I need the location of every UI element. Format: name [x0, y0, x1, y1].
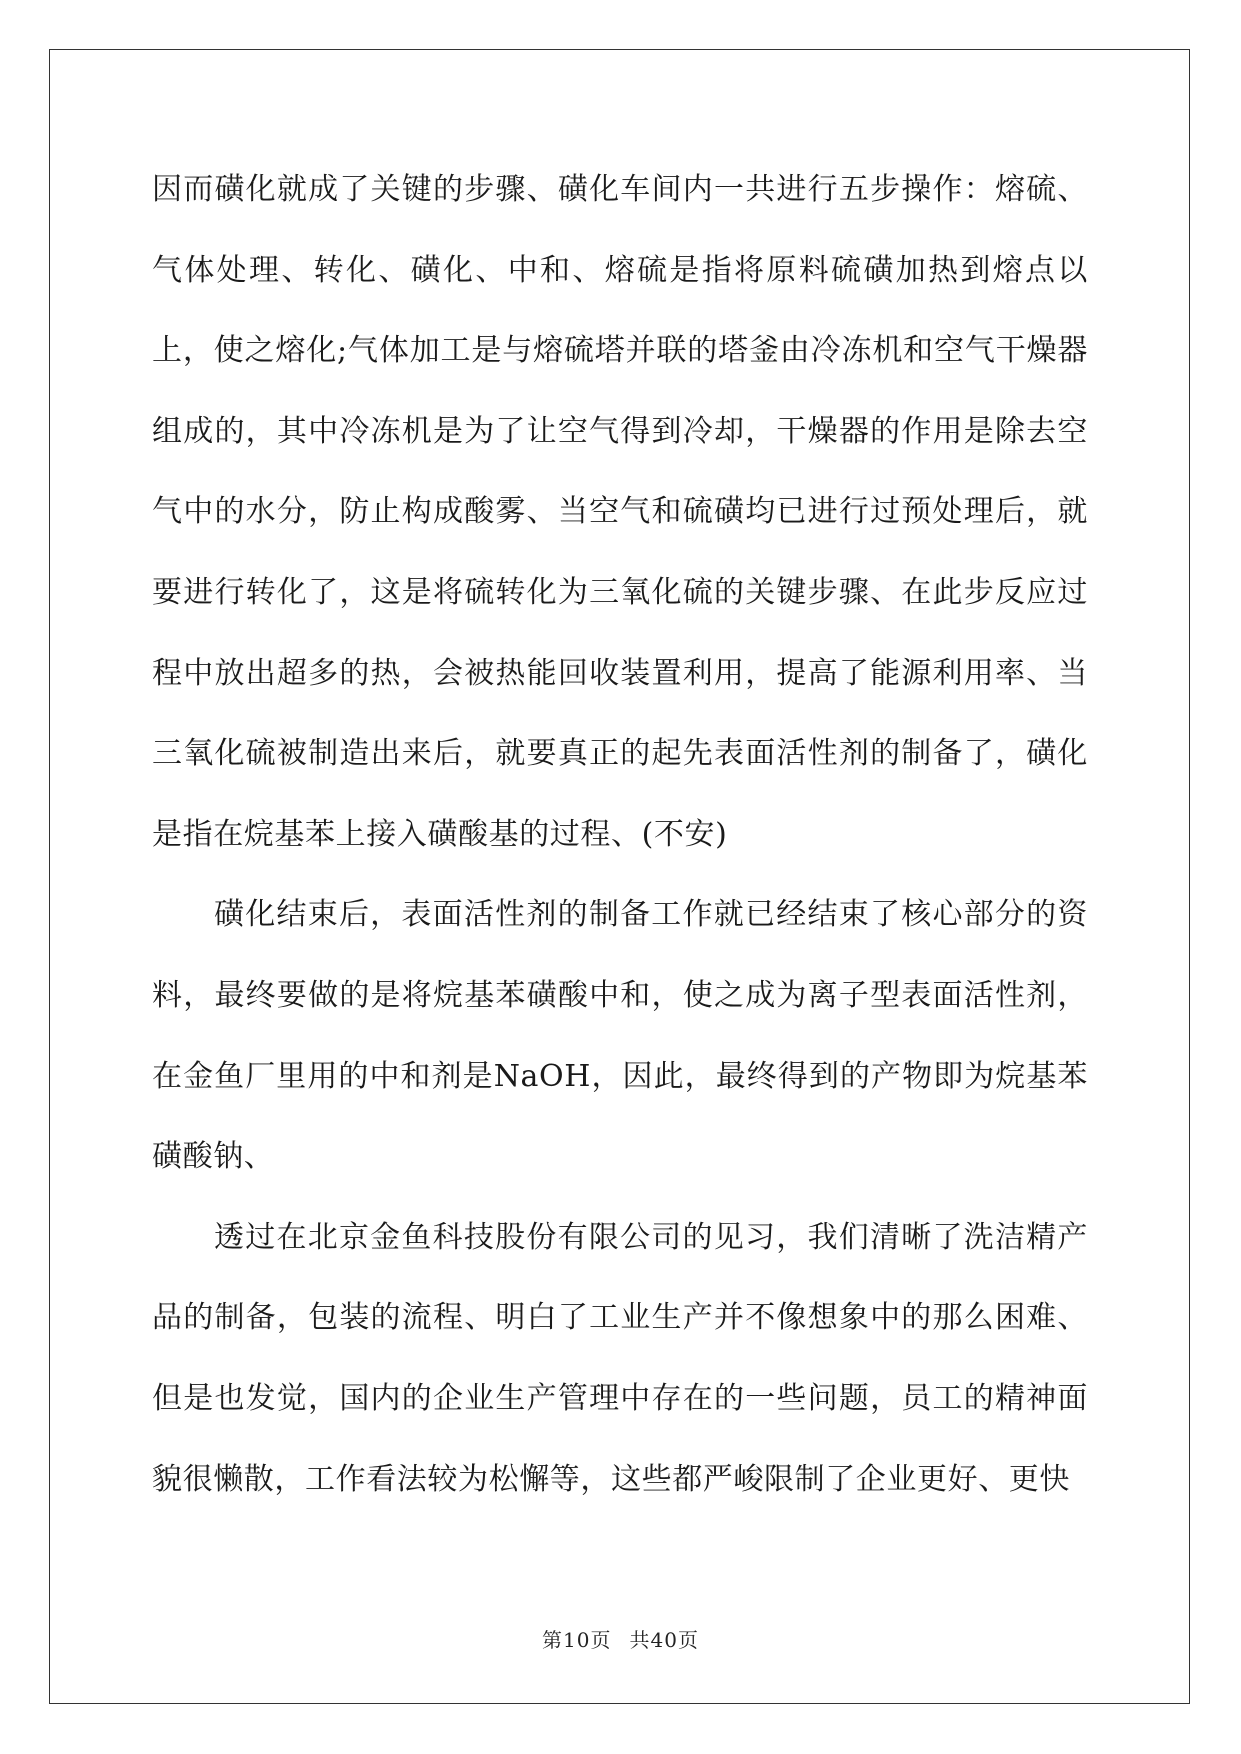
page-number-total: 共40页 [629, 1628, 699, 1652]
page-number-current: 第10页 [542, 1628, 612, 1652]
paragraph-2: 磺化结束后，表面活性剂的制备工作就已经结束了核心部分的资料，最终要做的是将烷基苯磺酸中和，使之成为离子型表面活性剂，在金鱼厂里用的中和剂是NaOH，因此，最终得到的产物即为烷基苯磺酸钠、 [152, 897, 1088, 1175]
paragraph-3: 透过在北京金鱼科技股份有限公司的见习，我们清晰了洗洁精产品的制备，包装的流程、明白了工业生产并不像想象中的那么困难、但是也发觉，国内的企业生产管理中存在的一些问题，员工的精神面貌很懒散，工作看法较为松懈等，这些都严峻限制了企业更好、更快 [152, 1219, 1088, 1497]
page-footer [0, 1624, 1241, 1653]
paragraph-1: 因而磺化就成了关键的步骤、磺化车间内一共进行五步操作：熔硫、气体处理、转化、磺化、中和、熔硫是指将原料硫磺加热到熔点以上，使之熔化;气体加工是与熔硫塔并联的塔釜由冷冻机和空气干燥器组成的，其中冷冻机是为了让空气得到冷却，干燥器的作用是除去空气中的水分，防止构成酸雾、当空气和硫磺均已进行过预处理后，就要进行转化了，这是将硫转化为三氧化硫的关键步骤、在此步反应过程中放出超多的热，会被热能回收装置利用，提高了能源利用率、当三氧化硫被制造出来后，就要真正的起先表面活性剂的制备了，磺化是指在烷基苯上接入磺酸基的过程、(不安) [152, 172, 1088, 852]
document-body [152, 150, 1088, 1520]
